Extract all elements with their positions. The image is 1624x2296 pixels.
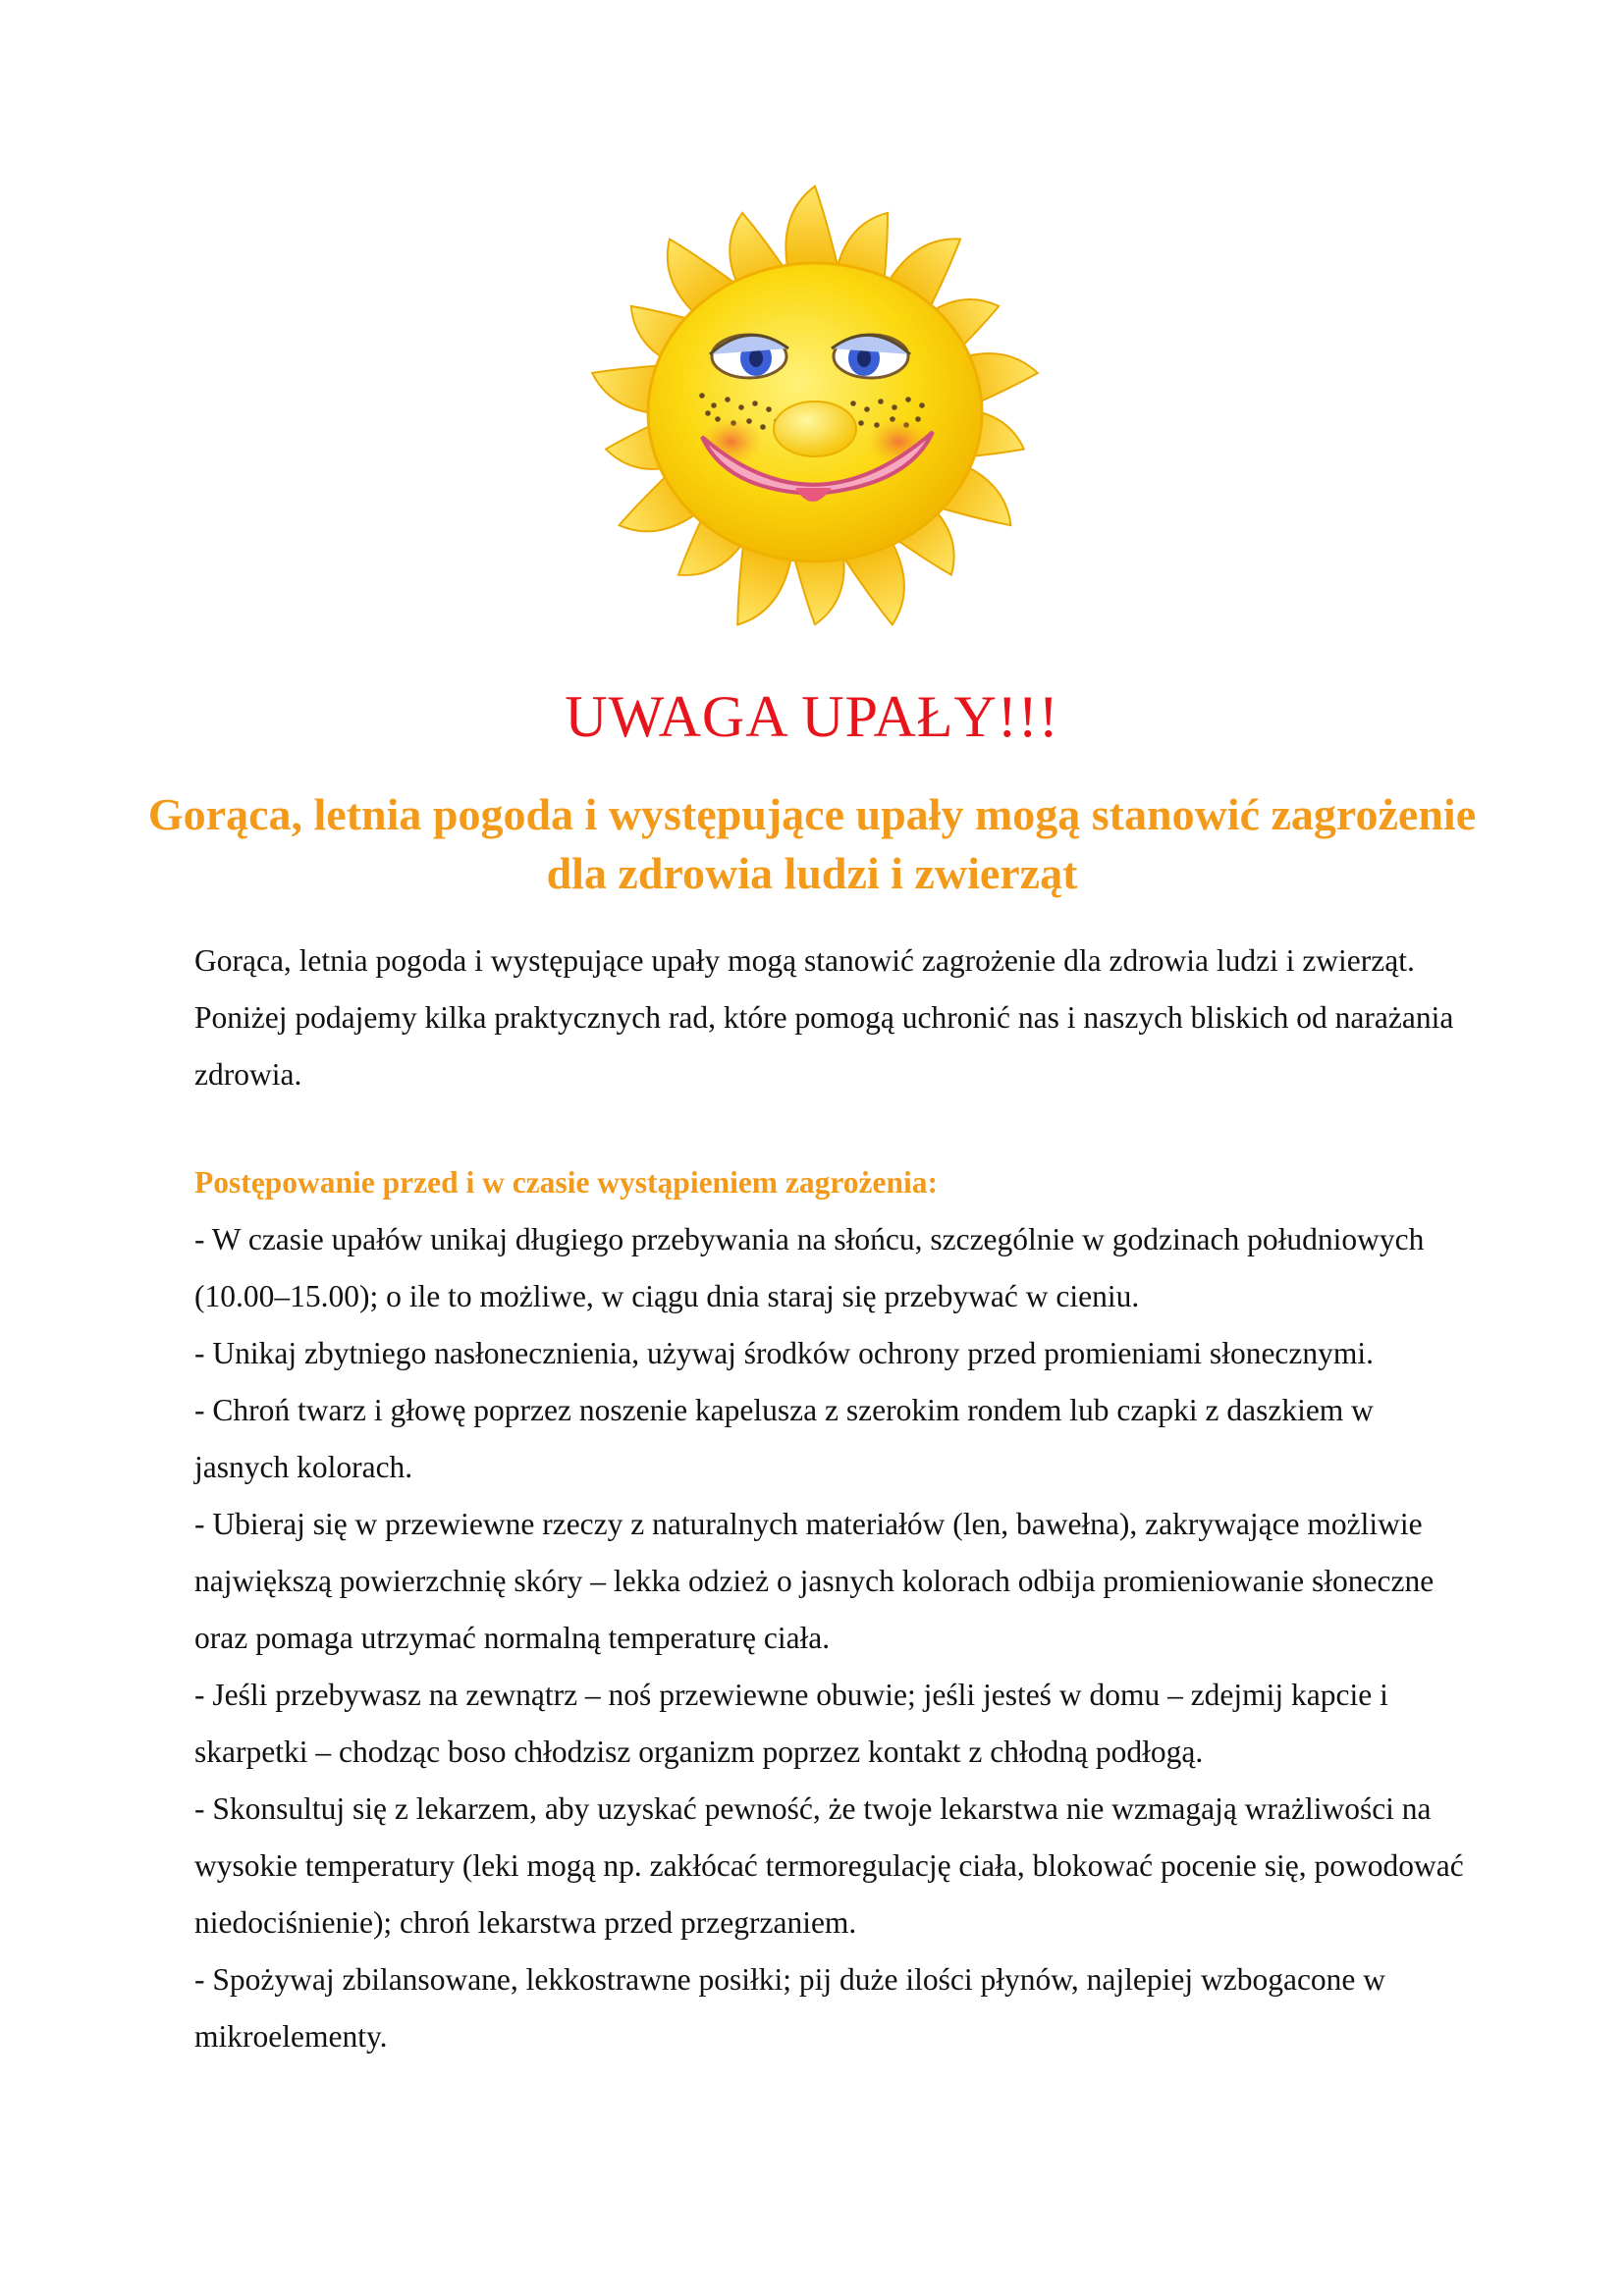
freckle	[738, 404, 744, 410]
list-item: - Ubieraj się w przewiewne rzeczy z naturalnych materiałów (len, bawełna), zakrywające możliwie największą powierzchnię skóry – lekka odzież o jasnych kolorach odbija promieniowanie słoneczne oraz pomaga utrzymać normalną temperaturę ciała.	[194, 1507, 1435, 1655]
freckle	[864, 406, 870, 412]
intro-paragraph: Gorąca, letnia pogoda i występujące upały mogą stanowić zagrożenie dla zdrowia ludzi i zwierząt. Poniżej podajemy kilka praktycznych rad, które pomogą uchronić nas i naszych bliskich od narażania zdrowia.	[194, 943, 1454, 1092]
freckle	[705, 410, 711, 416]
list-item: - Chroń twarz i głowę poprzez noszenie kapelusza z szerokim rondem lub czapki z daszkiem w jasnych kolorach.	[194, 1393, 1374, 1484]
freckle	[725, 397, 731, 402]
freckle	[892, 404, 897, 410]
freckle	[766, 406, 772, 412]
freckle	[850, 400, 856, 406]
page-title: UWAGA UPAŁY!!!	[565, 684, 1059, 749]
smiling-sun-icon	[555, 182, 1075, 643]
freckle	[760, 424, 766, 430]
freckle	[699, 393, 705, 399]
freckle	[752, 400, 758, 406]
list-item: - Jeśli przebywasz na zewnątrz – noś przewiewne obuwie; jeśli jesteś w domu – zdejmij kapcie i skarpetki – chodząc boso chłodzisz organizm poprzez kontakt z chłodną podłogą.	[194, 1678, 1388, 1769]
list-item: - Spożywaj zbilansowane, lekkostrawne posiłki; pij duże ilości płynów, najlepiej wzbogacone w mikroelementy.	[194, 1962, 1386, 2054]
freckle	[915, 416, 921, 422]
list-item: - Unikaj zbytniego nasłonecznienia, używaj środków ochrony przed promieniami słonecznymi.	[194, 1336, 1375, 1370]
freckle	[858, 420, 864, 426]
list-item: - W czasie upałów unikaj długiego przebywania na słońcu, szczególnie w godzinach południowych (10.00–15.00); o ile to możliwe, w ciągu dnia staraj się przebywać w cieniu.	[194, 1222, 1425, 1313]
list-item: - Skonsultuj się z lekarzem, aby uzyskać pewność, że twoje lekarstwa nie wzmagają wrażliwości na wysokie temperatury (leki mogą np. zakłócać termoregulację ciała, blokować pocenie się, powodować niedociśnienie); chroń lekarstwa przed przegrzaniem.	[194, 1791, 1464, 1940]
freckle	[919, 402, 925, 408]
section-heading: Postępowanie przed i w czasie wystąpieniem zagrożenia:	[194, 1165, 939, 1200]
page-subtitle: Gorąca, letnia pogoda i występujące upały mogą stanowić zagrożenie dla zdrowia ludzi i zwierząt	[147, 789, 1477, 898]
freckle	[905, 397, 911, 402]
advice-list	[194, 1211, 1471, 2065]
freckle	[878, 399, 884, 404]
freckle	[711, 402, 717, 408]
